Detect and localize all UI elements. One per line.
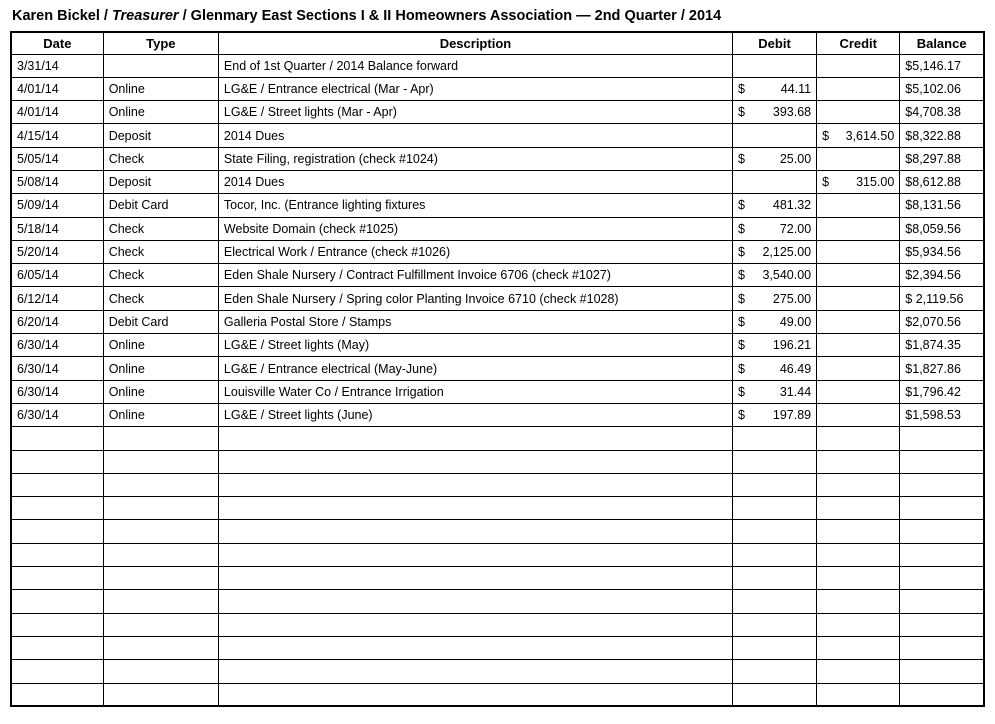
cell-balance: $8,612.88 (900, 170, 984, 193)
cell-empty (900, 683, 984, 706)
cell-description: LG&E / Street lights (June) (218, 403, 732, 426)
table-row-empty (11, 683, 984, 706)
cell-date: 3/31/14 (11, 54, 103, 77)
cell-credit (817, 240, 900, 263)
cell-balance: $ 2,119.56 (900, 287, 984, 310)
cell-date: 6/20/14 (11, 310, 103, 333)
column-header-description: Description (218, 32, 732, 54)
cell-description: Eden Shale Nursery / Spring color Planting Invoice 6710 (check #1028) (218, 287, 732, 310)
column-header-debit: Debit (732, 32, 816, 54)
cell-credit (817, 217, 900, 240)
table-row-empty (11, 613, 984, 636)
cell-empty (900, 567, 984, 590)
cell-type: Online (103, 357, 218, 380)
cell-debit: $ 197.89 (732, 403, 816, 426)
table-row (11, 380, 984, 403)
table-row (11, 54, 984, 77)
cell-empty (103, 427, 218, 450)
cell-empty (218, 520, 732, 543)
table-row (11, 101, 984, 124)
cell-empty (817, 590, 900, 613)
cell-date: 6/30/14 (11, 380, 103, 403)
cell-empty (900, 450, 984, 473)
cell-type: Deposit (103, 170, 218, 193)
cell-empty (900, 590, 984, 613)
cell-type: Deposit (103, 124, 218, 147)
cell-credit (817, 54, 900, 77)
cell-empty (732, 567, 816, 590)
cell-description: 2014 Dues (218, 170, 732, 193)
cell-empty (732, 683, 816, 706)
table-row (11, 403, 984, 426)
cell-credit (817, 310, 900, 333)
cell-type (103, 54, 218, 77)
table-body (11, 54, 984, 706)
table-row-empty (11, 660, 984, 683)
cell-date: 6/05/14 (11, 264, 103, 287)
cell-balance: $5,934.56 (900, 240, 984, 263)
cell-empty (11, 683, 103, 706)
cell-credit: $ 315.00 (817, 170, 900, 193)
table-row-empty (11, 473, 984, 496)
cell-type: Online (103, 334, 218, 357)
cell-type: Online (103, 403, 218, 426)
cell-date: 4/15/14 (11, 124, 103, 147)
cell-description: Galleria Postal Store / Stamps (218, 310, 732, 333)
cell-empty (732, 497, 816, 520)
cell-empty (732, 660, 816, 683)
cell-description: LG&E / Entrance electrical (Mar - Apr) (218, 77, 732, 100)
cell-empty (11, 473, 103, 496)
table-row (11, 194, 984, 217)
cell-empty (900, 660, 984, 683)
cell-debit: $ 481.32 (732, 194, 816, 217)
cell-type: Check (103, 287, 218, 310)
cell-empty (218, 427, 732, 450)
table-row-empty (11, 567, 984, 590)
cell-empty (103, 660, 218, 683)
cell-empty (900, 427, 984, 450)
cell-empty (218, 613, 732, 636)
page-title-suffix: / Glenmary East Sections I & II Homeowners Association — 2nd Quarter / 2014 (178, 8, 722, 24)
cell-empty (817, 543, 900, 566)
cell-empty (817, 473, 900, 496)
cell-empty (817, 567, 900, 590)
cell-balance: $8,131.56 (900, 194, 984, 217)
cell-empty (218, 450, 732, 473)
cell-empty (218, 543, 732, 566)
cell-empty (103, 543, 218, 566)
table-row-empty (11, 427, 984, 450)
cell-empty (11, 660, 103, 683)
page-title-role: Treasurer (111, 8, 179, 24)
cell-debit: $ 44.11 (732, 77, 816, 100)
cell-type: Check (103, 217, 218, 240)
cell-type: Check (103, 264, 218, 287)
cell-empty (218, 590, 732, 613)
cell-type: Check (103, 240, 218, 263)
page-title-prefix: Karen Bickel / (12, 8, 112, 24)
cell-empty (817, 520, 900, 543)
cell-debit: $ 393.68 (732, 101, 816, 124)
column-header-date: Date (11, 32, 103, 54)
cell-date: 5/20/14 (11, 240, 103, 263)
cell-empty (103, 520, 218, 543)
cell-empty (11, 567, 103, 590)
cell-credit (817, 264, 900, 287)
cell-description: State Filing, registration (check #1024) (218, 147, 732, 170)
cell-description: LG&E / Entrance electrical (May-June) (218, 357, 732, 380)
cell-empty (732, 473, 816, 496)
cell-date: 4/01/14 (11, 77, 103, 100)
cell-balance: $5,102.06 (900, 77, 984, 100)
cell-date: 5/05/14 (11, 147, 103, 170)
table-row (11, 310, 984, 333)
cell-description: Louisville Water Co / Entrance Irrigation (218, 380, 732, 403)
cell-balance: $4,708.38 (900, 101, 984, 124)
cell-empty (218, 636, 732, 659)
cell-empty (817, 660, 900, 683)
cell-empty (218, 683, 732, 706)
cell-credit (817, 147, 900, 170)
table-row (11, 124, 984, 147)
cell-debit (732, 124, 816, 147)
cell-empty (11, 427, 103, 450)
cell-type: Check (103, 147, 218, 170)
cell-balance: $2,394.56 (900, 264, 984, 287)
cell-credit (817, 357, 900, 380)
cell-empty (732, 520, 816, 543)
cell-debit (732, 54, 816, 77)
cell-empty (817, 613, 900, 636)
cell-empty (218, 567, 732, 590)
table-row (11, 147, 984, 170)
table-row-empty (11, 520, 984, 543)
cell-credit: $ 3,614.50 (817, 124, 900, 147)
cell-type: Debit Card (103, 194, 218, 217)
cell-empty (817, 427, 900, 450)
cell-empty (218, 497, 732, 520)
cell-credit (817, 403, 900, 426)
table-row (11, 264, 984, 287)
cell-date: 6/12/14 (11, 287, 103, 310)
cell-empty (103, 613, 218, 636)
cell-credit (817, 101, 900, 124)
cell-credit (817, 287, 900, 310)
cell-empty (218, 473, 732, 496)
cell-type: Online (103, 380, 218, 403)
cell-empty (103, 497, 218, 520)
cell-empty (11, 543, 103, 566)
table-row-empty (11, 636, 984, 659)
cell-debit: $ 196.21 (732, 334, 816, 357)
cell-empty (11, 613, 103, 636)
column-header-type: Type (103, 32, 218, 54)
cell-balance: $8,297.88 (900, 147, 984, 170)
cell-empty (11, 590, 103, 613)
cell-type: Debit Card (103, 310, 218, 333)
table-row-empty (11, 497, 984, 520)
cell-credit (817, 194, 900, 217)
table-row (11, 77, 984, 100)
cell-balance: $1,598.53 (900, 403, 984, 426)
cell-debit: $ 275.00 (732, 287, 816, 310)
cell-credit (817, 380, 900, 403)
cell-empty (103, 473, 218, 496)
table-row (11, 287, 984, 310)
cell-debit: $ 2,125.00 (732, 240, 816, 263)
cell-balance: $5,146.17 (900, 54, 984, 77)
cell-empty (732, 543, 816, 566)
cell-date: 4/01/14 (11, 101, 103, 124)
cell-description: 2014 Dues (218, 124, 732, 147)
cell-balance: $1,874.35 (900, 334, 984, 357)
cell-balance: $1,796.42 (900, 380, 984, 403)
cell-empty (817, 683, 900, 706)
cell-debit: $ 49.00 (732, 310, 816, 333)
cell-balance: $8,059.56 (900, 217, 984, 240)
cell-empty (103, 450, 218, 473)
cell-debit: $ 3,540.00 (732, 264, 816, 287)
cell-empty (900, 520, 984, 543)
table-row-empty (11, 590, 984, 613)
table-row-empty (11, 450, 984, 473)
cell-debit: $ 25.00 (732, 147, 816, 170)
table-row (11, 334, 984, 357)
cell-debit: $ 31.44 (732, 380, 816, 403)
cell-empty (817, 497, 900, 520)
cell-empty (732, 450, 816, 473)
cell-description: Website Domain (check #1025) (218, 217, 732, 240)
cell-empty (732, 590, 816, 613)
cell-description: LG&E / Street lights (Mar - Apr) (218, 101, 732, 124)
table-row (11, 357, 984, 380)
cell-credit (817, 334, 900, 357)
cell-balance: $1,827.86 (900, 357, 984, 380)
cell-debit: $ 46.49 (732, 357, 816, 380)
column-header-balance: Balance (900, 32, 984, 54)
cell-balance: $8,322.88 (900, 124, 984, 147)
cell-debit: $ 72.00 (732, 217, 816, 240)
cell-credit (817, 77, 900, 100)
ledger-table (10, 31, 985, 707)
table-row-empty (11, 543, 984, 566)
cell-empty (817, 450, 900, 473)
cell-empty (900, 473, 984, 496)
cell-date: 6/30/14 (11, 334, 103, 357)
cell-date: 5/08/14 (11, 170, 103, 193)
cell-empty (11, 497, 103, 520)
cell-empty (218, 660, 732, 683)
cell-empty (11, 636, 103, 659)
cell-description: LG&E / Street lights (May) (218, 334, 732, 357)
cell-balance: $2,070.56 (900, 310, 984, 333)
cell-empty (817, 636, 900, 659)
cell-type: Online (103, 77, 218, 100)
cell-date: 5/09/14 (11, 194, 103, 217)
cell-empty (103, 683, 218, 706)
cell-empty (900, 613, 984, 636)
cell-empty (11, 520, 103, 543)
cell-empty (900, 636, 984, 659)
cell-empty (103, 636, 218, 659)
cell-date: 5/18/14 (11, 217, 103, 240)
cell-type: Online (103, 101, 218, 124)
cell-empty (11, 450, 103, 473)
cell-description: Tocor, Inc. (Entrance lighting fixtures (218, 194, 732, 217)
cell-empty (103, 567, 218, 590)
cell-date: 6/30/14 (11, 403, 103, 426)
cell-empty (900, 543, 984, 566)
cell-empty (732, 613, 816, 636)
cell-description: Eden Shale Nursery / Contract Fulfillment Invoice 6706 (check #1027) (218, 264, 732, 287)
table-row (11, 217, 984, 240)
table-row (11, 170, 984, 193)
column-header-credit: Credit (817, 32, 900, 54)
cell-empty (732, 636, 816, 659)
cell-debit (732, 170, 816, 193)
table-row (11, 240, 984, 263)
cell-empty (103, 590, 218, 613)
cell-description: End of 1st Quarter / 2014 Balance forward (218, 54, 732, 77)
cell-date: 6/30/14 (11, 357, 103, 380)
table-header-row (11, 32, 984, 54)
cell-empty (732, 427, 816, 450)
page-title (12, 6, 985, 26)
cell-description: Electrical Work / Entrance (check #1026) (218, 240, 732, 263)
cell-empty (900, 497, 984, 520)
